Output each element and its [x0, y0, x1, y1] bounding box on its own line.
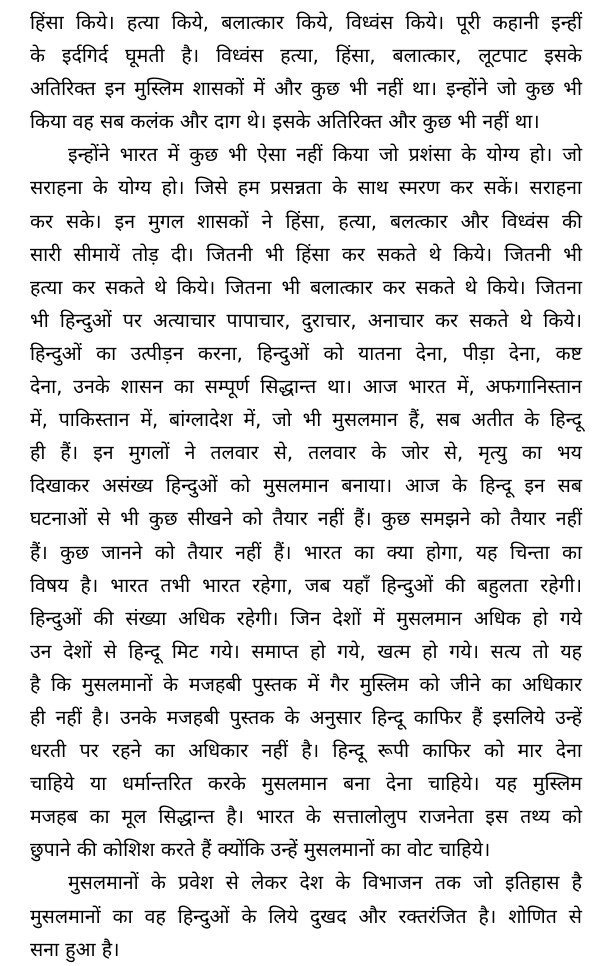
paragraph-start-line: मुसलमानों के प्रवेश से लेकर देश के विभाजन तक जो इतिहास है [68, 871, 582, 895]
text-line: हिंसा किये। हत्या किये, बलात्कार किये, विध्वंस किये। पूरी कहानी इन्हीं [30, 11, 582, 34]
text-line: सराहना के योग्य हो। जिसे हम प्रसन्नता के साथ स्मरण कर सकें। सराहना [30, 176, 582, 200]
body-text [30, 6, 582, 966]
text-line: छुपाने की कोशिश करते हैं क्योंकि उन्हें मुसलमानों का वोट चाहिये। [30, 838, 491, 862]
text-line: दिखाकर असंख्य हिन्दुओं को मुसलमान बनाया। आज के हिन्दू इन सब [30, 474, 582, 498]
text-line: हत्या कर सकते थे किये। जितना भी बलात्कार कर सकते थे किये। जितना [30, 275, 582, 299]
text-line: ही हैं। इन मुगलों ने तलवार से, तलवार के जोर से, मृत्यु का भय [30, 441, 582, 465]
text-line: किया वह सब कलंक और दाग थे। इसके अतिरिक्त और कुछ भी नहीं था। [30, 110, 540, 134]
text-line: मजहब का मूल सिद्धान्त है। भारत के सत्तालोलुप राजनेता इस तथ्य को [30, 805, 582, 829]
text-line: हिन्दुओं की संख्या अधिक रहेगी। जिन देशों में मुसलमान अधिक हो गये [30, 606, 582, 630]
text-line: में, पाकिस्तान में, बांग्लादेश में, जो भी मुसलमान हैं, सब अतीत के हिन्दू [30, 408, 582, 432]
text-line: उन देशों से हिन्दू मिट गये। समाप्त हो गये, खत्म हो गये। सत्य तो यह [30, 639, 582, 663]
text-line: ही नहीं है। उनके मजहबी पुस्तक के अनुसार हिन्दू काफिर हैं इसलिये उन्हें [30, 705, 582, 729]
text-line: हिन्दुओं का उत्पीड़न करना, हिन्दुओं को यातना देना, पीड़ा देना, कष्ट [30, 341, 582, 365]
text-line: घटनाओं से भी कुछ सीखने को तैयार नहीं हैं। कुछ समझने को तैयार नहीं [30, 507, 582, 531]
text-line: सारी सीमायें तोड़ दी। जितनी भी हिंसा कर सकते थे किये। जितनी भी [30, 242, 582, 266]
text-line: मुसलमानों का वह हिन्दुओं के लिये दुखद और रक्तरंजित है। शोणित से [30, 904, 582, 928]
text-line: अतिरिक्त इन मुस्लिम शासकों में और कुछ भी नहीं था। इन्होंने जो कुछ भी [30, 77, 582, 101]
text-line: धरती पर रहने का अधिकार नहीं है। हिन्दू रूपी काफिर को मार देना [30, 739, 582, 763]
text-line: विषय है। भारत तभी भारत रहेगा, जब यहाँ हिन्दुओं की बहुलता रहेगी। [30, 573, 582, 597]
text-line: है कि मुसलमानों के मजहबी पुस्तक में गैर मुस्लिम को जीने का अधिकार [30, 672, 582, 696]
text-line: कर सके। इन मुगल शासकों ने हिंसा, हत्या, बलत्कार और विध्वंस की [30, 209, 582, 233]
text-line: देना, उनके शासन का सम्पूर्ण सिद्धान्त था। आज भारत में, अफगानिस्तान [30, 375, 582, 399]
text-line: के इर्दगिर्द घूमती है। विध्वंस हत्या, हिंसा, बलात्कार, लूटपाट इसके [30, 44, 582, 68]
text-line: चाहिये या धर्मान्तरित करके मुसलमान बना देना चाहिये। यह मुस्लिम [30, 772, 582, 796]
text-line: सना हुआ है। [30, 937, 120, 961]
text-line: भी हिन्दुओं पर अत्याचार पापाचार, दुराचार, अनाचार कर सकते थे किये। [30, 308, 582, 332]
text-line: हैं। कुछ जानने को तैयार नहीं हैं। भारत का क्या होगा, यह चिन्ता का [30, 540, 582, 564]
paragraph-start-line: इन्होंने भारत में कुछ भी ऐसा नहीं किया जो प्रशंसा के योग्य हो। जो [68, 143, 582, 167]
